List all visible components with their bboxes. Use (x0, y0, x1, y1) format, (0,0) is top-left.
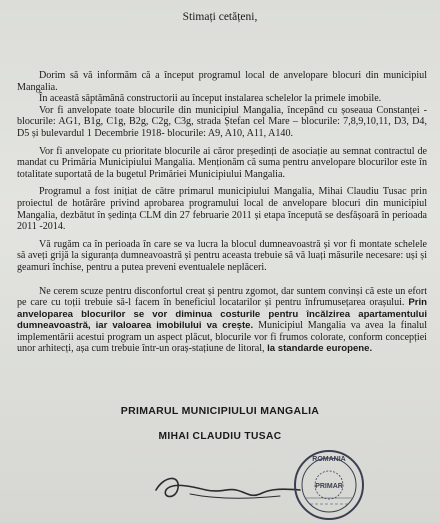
paragraph-apology (17, 286, 427, 356)
mayor-name: MIHAI CLAUDIU TUSAC (158, 431, 282, 442)
handwritten-signature (150, 468, 310, 508)
apology-mid-text: Municipiul Mangalia va avea la finalul implementării acestui program un aspect plăcut, blocurile vor fi frumos colorate, conform concepției unor arhitecți, așa cum trebuie într-un oraș-stațiune de litoral, (17, 320, 428, 355)
stamp-center-text: PRIMAR (315, 483, 343, 490)
apology-text: Ne cerem scuze pentru disconfortul creat și pentru zgomot, dar suntem convinși că este un efort pe care cu toții trebuie să-l facem în beneficiul locatarilor și pentru înfrumusețarea orașului. (17, 285, 427, 309)
stamp-top-text: ROMANIA (312, 456, 346, 463)
paragraph-intro: Dorim să vă informăm că a început programul local de anvelopare blocuri din municipiul Mangalia. (17, 70, 427, 93)
paragraph-blocks-list: Vor fi anvelopate toate blocurile din municipiul Mangalia, începând cu șoseaua Constanței - blocurile: AG1, B1g, C1g, B2g, C2g, C3g, strada Ștefan cel Mare – blocurile: 7,8,9,10,11, D3, D4, D5 și bulevardul 1 Decembrie 1918- blocurile: A9, A10, A11, A140. (17, 104, 427, 139)
apology-bold-text: Prin anveloparea blocurilor se vor diminua costurile pentru încălzirea apartamentului dumneavoastră, iar valoarea imobilului va crește. (17, 297, 427, 332)
paragraph-priority: Vor fi anvelopate cu prioritate blocurile ai căror președinți de asociație au semnat contractul de mandat cu Primăria Municipiului Mangalia. Menționăm că suma pentru anvelopare blocurilor este în totalitate suportată de la bugetul Primăriei Municipiului Mangalia. (17, 145, 427, 180)
greeting: Stimați cetățeni, (182, 11, 258, 23)
letter-body (17, 70, 427, 361)
paragraph-program: Programul a fost inițiat de către primarul municipiului Mangalia, Mihai Claudiu Tusac prin proiectul de hotărâre privind aprobarea programului local de anvelopare blocuri din municipiul Mangalia, dezbătut în ședința CLM din 27 februarie 2011 și etapa începută se desfășoară în perioada 2011 -2014. (17, 186, 427, 233)
official-stamp (292, 448, 366, 522)
paragraph-scaffolding: În această săptămână constructorii au început instalarea schelelor la primele imobile. (39, 93, 382, 105)
apology-end-text: la standarde europene. (267, 343, 373, 355)
paragraph-safety: Vă rugăm ca în perioada în care se va lucra la blocul dumneavoastră și vor fi montate schelele să aveți grijă la siguranța dumneavoastră și pentru aceasta trebuie să vă luați măsurile necesare: uși și geamuri închise, pentru a putea preveni eventualele neplăceri. (17, 238, 427, 273)
mayor-title: PRIMARUL MUNICIPIULUI MANGALIA (120, 405, 320, 417)
